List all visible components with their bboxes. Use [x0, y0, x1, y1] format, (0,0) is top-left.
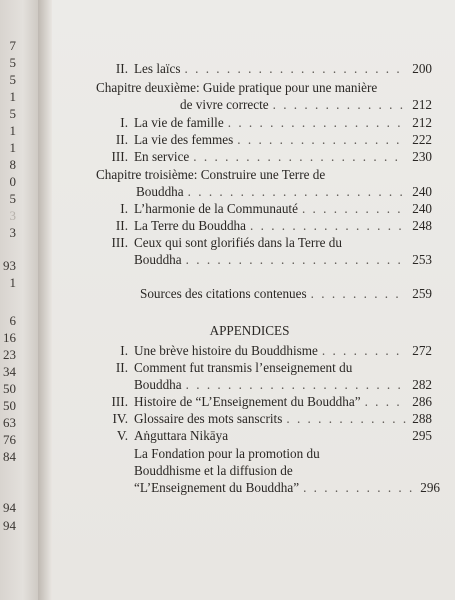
margin-number: 5: [9, 106, 16, 121]
appendix-entry-number: II.: [115, 360, 128, 375]
appendix-entry-page: 286: [412, 394, 432, 409]
toc-entry-page: 212: [412, 115, 432, 130]
toc-entry-title: La Terre du Bouddha: [134, 218, 246, 233]
appendix-entry-number: IV.: [112, 411, 128, 426]
margin-number: 94: [3, 500, 16, 515]
appendix-entry-title: Glossaire des mots sanscrits: [134, 411, 283, 426]
toc-entry-page: 248: [412, 218, 432, 233]
dot-leader: [302, 200, 406, 217]
appendix-entry-title: Comment fut transmis l’enseignement du: [134, 360, 353, 375]
margin-number: 5: [9, 72, 16, 87]
toc-entry-page: 240: [412, 201, 432, 216]
appendix-entry: [98, 410, 432, 427]
toc-entry: [98, 131, 432, 148]
toc-entry: [98, 200, 432, 217]
toc-entry: [98, 217, 432, 234]
toc-entry-title: Les laïcs: [134, 61, 181, 76]
toc-entry-title: Chapitre troisième: Construire une Terre de: [96, 167, 326, 182]
appendix-entry-page: 288: [412, 411, 432, 426]
appendix-entry: [98, 359, 432, 376]
appendix-entry-title: Histoire de “L’Enseignement du Bouddha”: [134, 394, 361, 409]
toc-entry-number: I.: [120, 201, 128, 216]
appendix-entry-title: “L’Enseignement du Bouddha”: [134, 480, 300, 495]
dot-leader: [188, 183, 406, 200]
appendix-entry-title: Aṅguttara Nikāya: [134, 428, 229, 443]
toc-entry-page: 212: [412, 97, 432, 112]
appendix-entry-page: 295: [412, 428, 432, 443]
toc-entry-title: Ceux qui sont glorifiés dans la Terre du: [134, 235, 342, 250]
toc-entry: [140, 285, 432, 302]
margin-number: 6: [9, 313, 16, 328]
appendix-entry: [134, 376, 432, 393]
toc-entry-number: III.: [111, 235, 128, 250]
toc-entry-number: I.: [120, 115, 128, 130]
dot-leader: [311, 285, 406, 302]
toc-entry-page: 222: [412, 132, 432, 147]
margin-number: 50: [3, 398, 16, 413]
appendix-entry-title: Bouddha: [134, 377, 182, 392]
appendix-entry-page: 272: [412, 343, 432, 358]
appendix-entry: [98, 427, 432, 444]
toc-entry-number: II.: [115, 218, 128, 233]
appendix-entry: [134, 479, 440, 496]
appendix-entry-page: 296: [420, 480, 440, 495]
margin-number: 7: [9, 38, 16, 53]
appendix-entry-number: III.: [111, 394, 128, 409]
toc-page: [52, 0, 455, 600]
margin-number: 0: [9, 174, 16, 189]
toc-entry-title: Chapitre deuxième: Guide pratique pour une manière: [96, 80, 378, 95]
appendix-entry-number: V.: [116, 428, 128, 443]
toc-entry-page: 240: [412, 184, 432, 199]
margin-number: 1: [9, 123, 16, 138]
appendix-entry-title: Bouddhisme et la diffusion de: [134, 463, 293, 478]
toc-chapter-heading: [96, 79, 432, 96]
toc-entry: [98, 148, 432, 165]
appendix-entry: [134, 462, 432, 479]
dot-leader: [228, 114, 406, 131]
toc-entry-page: 200: [412, 61, 432, 76]
dot-leader: [250, 217, 406, 234]
margin-number: 16: [3, 330, 16, 345]
margin-number: 3: [9, 208, 16, 223]
appendix-entry-number: I.: [120, 343, 128, 358]
toc-entry-title: L’harmonie de la Communauté: [134, 201, 298, 216]
toc-entry-title: La vie de famille: [134, 115, 224, 130]
facing-page-margin: [0, 0, 38, 600]
margin-number: 50: [3, 381, 16, 396]
toc-entry-title: de vivre correcte: [180, 97, 269, 112]
appendix-entry-title: La Fondation pour la promotion du: [134, 446, 320, 461]
toc-chapter-heading: [96, 166, 432, 183]
toc-entry-title: La vie des femmes: [134, 132, 234, 147]
margin-number: 76: [3, 432, 16, 447]
toc-entry: [98, 234, 432, 251]
margin-number: 5: [9, 55, 16, 70]
appendix-entry: [134, 445, 432, 462]
dot-leader: [186, 251, 406, 268]
toc-entry-title: Sources des citations contenues: [140, 286, 307, 301]
toc-entry-page: 253: [412, 252, 432, 267]
toc-entry: [98, 60, 432, 77]
margin-number: 84: [3, 449, 16, 464]
toc-entry-page: 259: [412, 286, 432, 301]
toc-entry: [98, 114, 432, 131]
dot-leader: [365, 393, 406, 410]
toc-entry-number: III.: [111, 149, 128, 164]
toc-entry: [134, 251, 432, 268]
dot-leader: [303, 479, 414, 496]
margin-number: 63: [3, 415, 16, 430]
dot-leader: [322, 342, 406, 359]
margin-number: 3: [9, 225, 16, 240]
dot-leader: [186, 376, 406, 393]
margin-number: 93: [3, 258, 16, 273]
appendix-entry: [98, 342, 432, 359]
appendix-entry: [98, 393, 432, 410]
toc-entry-title: En service: [134, 149, 190, 164]
dot-leader: [193, 148, 406, 165]
margin-number: 1: [9, 140, 16, 155]
margin-number: 1: [9, 275, 16, 290]
dot-leader: [237, 131, 406, 148]
margin-number: 23: [3, 347, 16, 362]
margin-number: 1: [9, 89, 16, 104]
toc-entry-title: Bouddha: [136, 184, 184, 199]
dot-leader: [185, 60, 406, 77]
toc-entry: [136, 183, 432, 200]
toc-entry-number: II.: [115, 132, 128, 147]
toc-entry-page: 230: [412, 149, 432, 164]
margin-number: 94: [3, 518, 16, 533]
toc-entry-number: II.: [115, 61, 128, 76]
margin-number: 5: [9, 191, 16, 206]
appendices-heading: APPENDICES: [209, 323, 290, 338]
appendix-entry-title: Une brève histoire du Bouddhisme: [134, 343, 318, 358]
toc-entry: [180, 96, 432, 113]
margin-number: 8: [9, 157, 16, 172]
margin-number: 34: [3, 364, 16, 379]
book-fold-shadow: [38, 0, 52, 600]
toc-entry-title: Bouddha: [134, 252, 182, 267]
dot-leader: [286, 410, 406, 427]
appendix-entry-page: 282: [412, 377, 432, 392]
dot-leader: [273, 96, 406, 113]
